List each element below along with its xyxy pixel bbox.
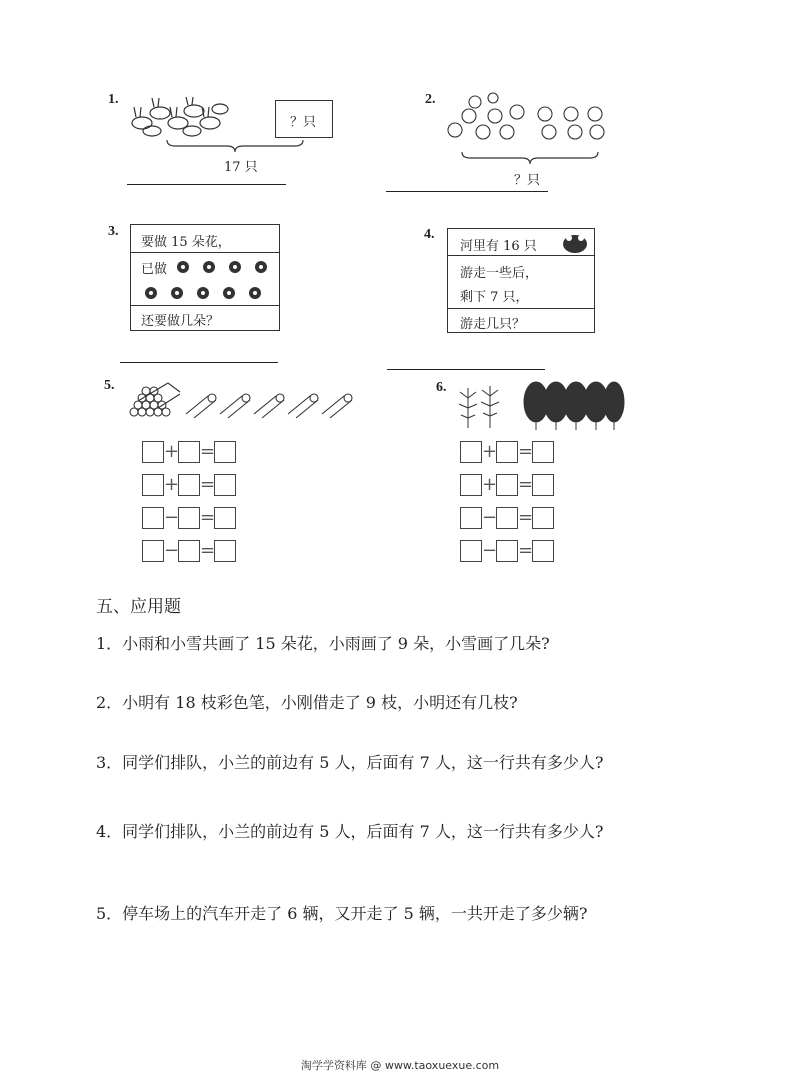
equals-sign: = [200, 507, 216, 528]
question-brace [460, 150, 600, 168]
equals-sign: = [518, 540, 534, 561]
word-problem-2: 2．小明有 18 枝彩色笔，小刚借走了 9 枝，小明还有几枝? [96, 693, 518, 712]
problem-3-number: 3. [108, 224, 119, 239]
frogs-question-text: 游走几只？ [460, 317, 526, 332]
equation-row [460, 540, 554, 564]
equals-sign: = [200, 441, 216, 462]
equation-row [142, 474, 236, 498]
unknown-count-box [275, 100, 333, 138]
answer-box[interactable] [178, 441, 200, 463]
answer-box[interactable] [142, 507, 164, 529]
answer-line-3 [120, 362, 278, 363]
answer-box[interactable] [496, 540, 518, 562]
operator: + [482, 441, 498, 462]
answer-box[interactable] [214, 540, 236, 562]
operator: − [482, 507, 498, 528]
answer-line-2 [386, 191, 548, 192]
answer-box[interactable] [460, 507, 482, 529]
flowers-illustration [173, 257, 277, 305]
answer-line-4 [387, 369, 545, 370]
frogs-total-text: 河里有 16 只 [460, 239, 537, 254]
answer-box[interactable] [214, 474, 236, 496]
answer-box[interactable] [142, 441, 164, 463]
logs-illustration [128, 380, 358, 420]
section-title: 五、应用题 [96, 597, 181, 617]
answer-box[interactable] [214, 507, 236, 529]
operator: − [482, 540, 498, 561]
total-label: 17 只 [224, 160, 258, 175]
equals-sign: = [200, 474, 216, 495]
word-problem-3: 3．同学们排队，小兰的前边有 5 人，后面有 7 人，这一行共有多少人? [96, 753, 604, 772]
operator: + [164, 474, 180, 495]
word-problem-4: 4．同学们排队，小兰的前边有 5 人，后面有 7 人，这一行共有多少人? [96, 822, 604, 841]
equation-row [142, 507, 236, 531]
equation-row [142, 540, 236, 564]
answer-box[interactable] [532, 507, 554, 529]
flowers-done-label: 已做 [141, 262, 168, 277]
answer-box[interactable] [496, 474, 518, 496]
answer-box[interactable] [214, 441, 236, 463]
problem-6-number: 6. [436, 380, 447, 395]
problem-1-number: 1. [108, 92, 119, 107]
equation-row [460, 507, 554, 531]
answer-box[interactable] [532, 474, 554, 496]
equation-row [142, 441, 236, 465]
answer-box[interactable] [496, 507, 518, 529]
answer-box[interactable] [178, 474, 200, 496]
corn-plants-illustration [458, 378, 628, 432]
question-label: ？只 [514, 173, 541, 188]
answer-box[interactable] [460, 474, 482, 496]
frogs-left-text: 游走一些后， [460, 266, 539, 281]
answer-box[interactable] [142, 474, 164, 496]
operator: + [482, 474, 498, 495]
flowers-question-text: 还要做几朵？ [141, 314, 220, 329]
answer-box[interactable] [460, 540, 482, 562]
unknown-count-label: ？只 [290, 115, 317, 130]
rabbits-group-illustration [130, 95, 230, 140]
answer-box[interactable] [178, 540, 200, 562]
chicks-group-illustration [445, 92, 610, 152]
word-problem-1: 1．小雨和小雪共画了 15 朵花，小雨画了 9 朵，小雪画了几朵? [96, 634, 550, 653]
flowers-total-text: 要做 15 朵花， [141, 235, 231, 250]
frogs-table [447, 228, 595, 333]
answer-box[interactable] [178, 507, 200, 529]
equals-sign: = [518, 474, 534, 495]
flowers-table [130, 224, 280, 331]
answer-box[interactable] [496, 441, 518, 463]
answer-box[interactable] [460, 441, 482, 463]
answer-line-1 [127, 184, 286, 185]
frog-icon [558, 230, 592, 256]
problem-2-number: 2. [425, 92, 436, 107]
equation-row [460, 474, 554, 498]
word-problem-5: 5．停车场上的汽车开走了 6 辆，又开走了 5 辆，一共开走了多少辆? [96, 904, 588, 923]
frogs-remaining-text: 剩下 7 只， [460, 290, 529, 305]
equation-row [460, 441, 554, 465]
answer-box[interactable] [142, 540, 164, 562]
problem-5-number: 5. [104, 378, 115, 393]
problem-4-number: 4. [424, 227, 435, 242]
operator: − [164, 540, 180, 561]
answer-box[interactable] [532, 540, 554, 562]
equals-sign: = [518, 507, 534, 528]
operator: − [164, 507, 180, 528]
equals-sign: = [200, 540, 216, 561]
equals-sign: = [518, 441, 534, 462]
total-brace [165, 138, 305, 156]
answer-box[interactable] [532, 441, 554, 463]
operator: + [164, 441, 180, 462]
footer-watermark: 淘学学资料库 @ www.taoxuexue.com [300, 1059, 500, 1072]
